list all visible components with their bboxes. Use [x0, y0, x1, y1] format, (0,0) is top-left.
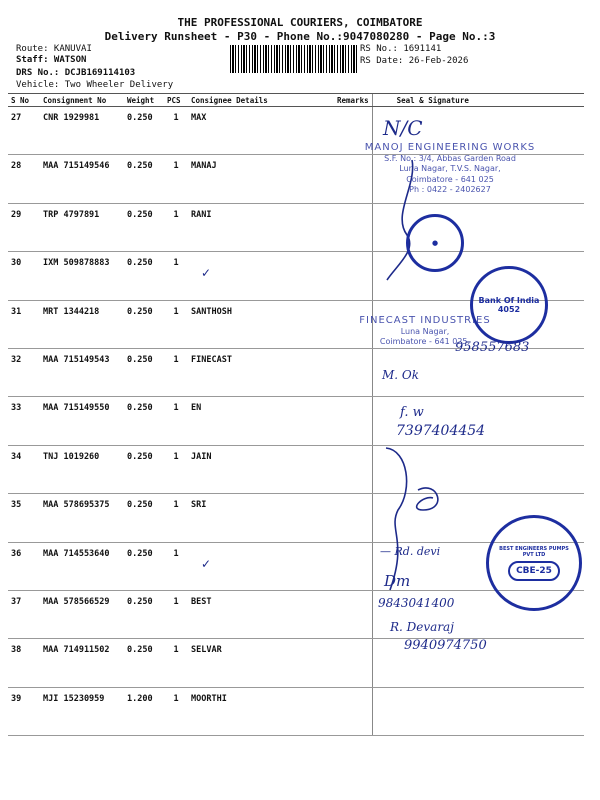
row-consignment-no: MAA 578695375: [40, 494, 124, 542]
row-consignee: [188, 252, 334, 300]
handwritten-tick: ✓: [201, 266, 212, 281]
row-sno: 34: [8, 445, 40, 493]
handwritten-initials-33: M. Ok: [382, 368, 420, 382]
row-consignment-no: TNJ 1019260: [40, 445, 124, 493]
table-row: [8, 445, 584, 493]
row-consignee: MOORTHI: [188, 687, 334, 735]
row-consignment-no: MAA 714553640: [40, 542, 124, 590]
manoj-stamp-phone: Ph : 0422 - 2402627: [409, 185, 491, 194]
col-consignment: Consignment No: [40, 94, 124, 107]
handwritten-name-39: R. Devaraj: [390, 620, 454, 634]
company-title: THE PROFESSIONAL COURIERS, COIMBATORE: [177, 16, 423, 29]
row-pcs: 1: [164, 590, 188, 638]
row-weight: 0.250: [124, 300, 164, 348]
table-row: [8, 590, 584, 638]
row-weight: 0.250: [124, 348, 164, 396]
row-sno: 27: [8, 107, 40, 155]
row-sno: 29: [8, 203, 40, 251]
row-pcs: 1: [164, 348, 188, 396]
col-weight: Weight: [124, 94, 164, 107]
handwritten-phone-33: 958557683: [455, 340, 530, 355]
row-sno: 31: [8, 300, 40, 348]
row-consignment-no: MAA 578566529: [40, 590, 124, 638]
pumps-seal-ring: BEST ENGINEERS PUMPS PVT LTD: [499, 545, 569, 558]
col-remarks: Remarks: [334, 94, 372, 107]
manoj-stamp-addr1: S.F. No : 3/4, Abbas Garden Road: [384, 153, 516, 163]
row-consignment-no: IXM 509878883: [40, 252, 124, 300]
row-sno: 35: [8, 494, 40, 542]
row-consignee: FINECAST: [188, 348, 334, 396]
runsheet-subtitle: Delivery Runsheet - P30 - Phone No.:9047080280 - Page No.:3: [104, 30, 496, 43]
row-weight: 0.250: [124, 397, 164, 445]
round-seal-stamp: [406, 214, 464, 272]
row-signature: [372, 687, 584, 735]
best-engineers-pumps-seal: [486, 515, 582, 611]
row-weight: 0.250: [124, 639, 164, 687]
row-weight: 0.250: [124, 445, 164, 493]
row-consignee: JAIN: [188, 445, 334, 493]
row-consignee: MAX: [188, 107, 334, 155]
row-consignment-no: MAA 714911502: [40, 639, 124, 687]
row-weight: 0.250: [124, 252, 164, 300]
row-weight: 0.250: [124, 107, 164, 155]
vehicle-label: Vehicle: Two Wheeler Delivery: [16, 80, 174, 90]
row-pcs: 1: [164, 300, 188, 348]
pumps-seal-center: CBE-25: [508, 561, 560, 581]
row-remarks: [334, 348, 372, 396]
row-consignee: SANTHOSH: [188, 300, 334, 348]
handwritten-signature-37: — Rd. devi: [380, 545, 441, 558]
row-consignee: MANAJ: [188, 155, 334, 203]
rs-date: RS Date: 26-Feb-2026: [360, 56, 469, 66]
table-row: [8, 639, 584, 687]
table-row: [8, 687, 584, 735]
row-sno: 28: [8, 155, 40, 203]
row-pcs: 1: [164, 445, 188, 493]
row-remarks: [334, 203, 372, 251]
row-consignee: [188, 542, 334, 590]
finecast-stamp-addr2: Coimbatore - 641 025.: [379, 337, 471, 346]
manoj-stamp-name: MANOJ ENGINEERING WORKS: [364, 142, 536, 153]
handwritten-tick: ✓: [201, 556, 212, 571]
handwritten-phone-34: 7397404454: [396, 423, 486, 439]
manoj-stamp-addr2: Luna Nagar, T.V.S. Nagar,: [399, 164, 501, 173]
handwritten-signature-34: f. w: [400, 405, 424, 420]
row-sno: 37: [8, 590, 40, 638]
handwritten-signature-38: Dm: [384, 572, 411, 590]
col-pcs: PCS: [164, 94, 188, 107]
row-pcs: 1: [164, 397, 188, 445]
route-label: Route: KANUVAI: [16, 44, 92, 54]
row-consignee: SRI: [188, 494, 334, 542]
row-pcs: 1: [164, 203, 188, 251]
row-pcs: 1: [164, 687, 188, 735]
finecast-stamp-addr1: Luna Nagar,: [400, 326, 450, 336]
row-sno: 32: [8, 348, 40, 396]
row-sno: 38: [8, 639, 40, 687]
row-consignment-no: CNR 1929981: [40, 107, 124, 155]
row-remarks: [334, 397, 372, 445]
row-weight: 0.250: [124, 155, 164, 203]
row-consignment-no: MAA 715149543: [40, 348, 124, 396]
row-sno: 33: [8, 397, 40, 445]
row-pcs: 1: [164, 107, 188, 155]
table-row: [8, 397, 584, 445]
table-row: [8, 203, 584, 251]
row-pcs: 1: [164, 494, 188, 542]
row-weight: 0.250: [124, 590, 164, 638]
bank-seal-name: Bank Of India: [478, 296, 540, 305]
finecast-stamp-name: FINECAST INDUSTRIES: [359, 315, 491, 326]
row-consignee: SELVAR: [188, 639, 334, 687]
row-sno: 39: [8, 687, 40, 735]
row-weight: 1.200: [124, 687, 164, 735]
handwritten-nil: N/C: [383, 116, 423, 140]
rs-number: RS No.: 1691141: [360, 44, 442, 54]
row-consignee: RANI: [188, 203, 334, 251]
row-weight: 0.250: [124, 494, 164, 542]
row-consignment-no: MAA 715149550: [40, 397, 124, 445]
row-consignee: EN: [188, 397, 334, 445]
row-sno: 36: [8, 542, 40, 590]
row-remarks: [334, 494, 372, 542]
row-pcs: 1: [164, 639, 188, 687]
row-weight: 0.250: [124, 542, 164, 590]
bank-seal-code: 4052: [497, 305, 521, 314]
row-remarks: [334, 590, 372, 638]
row-consignment-no: TRP 4797891: [40, 203, 124, 251]
row-consignee: BEST: [188, 590, 334, 638]
barcode: [230, 45, 358, 73]
col-sno: S No: [8, 94, 40, 107]
col-signature: Seal & Signature: [372, 94, 584, 107]
handwritten-phone-38: 9843041400: [378, 596, 455, 610]
col-consignee: Consignee Details: [188, 94, 334, 107]
manoj-stamp-addr3: Coimbatore - 641 025: [406, 174, 494, 184]
row-remarks: [334, 445, 372, 493]
row-sno: 30: [8, 252, 40, 300]
row-consignment-no: MAA 715149546: [40, 155, 124, 203]
row-weight: 0.250: [124, 203, 164, 251]
handwritten-phone-39: 9940974750: [404, 638, 487, 653]
table-header: [8, 94, 584, 107]
row-consignment-no: MJI 15230959: [40, 687, 124, 735]
staff-label: Staff: WATSON: [16, 55, 87, 65]
row-remarks: [334, 252, 372, 300]
row-remarks: [334, 542, 372, 590]
row-pcs: 1: [164, 155, 188, 203]
round-seal-center: ●: [431, 239, 439, 247]
row-pcs: 1: [164, 252, 188, 300]
row-pcs: 1: [164, 542, 188, 590]
row-remarks: [334, 639, 372, 687]
table-row: [8, 348, 584, 396]
drs-number: DRS No.: DCJB169114103: [16, 68, 136, 78]
row-remarks: [334, 687, 372, 735]
row-consignment-no: MRT 1344218: [40, 300, 124, 348]
